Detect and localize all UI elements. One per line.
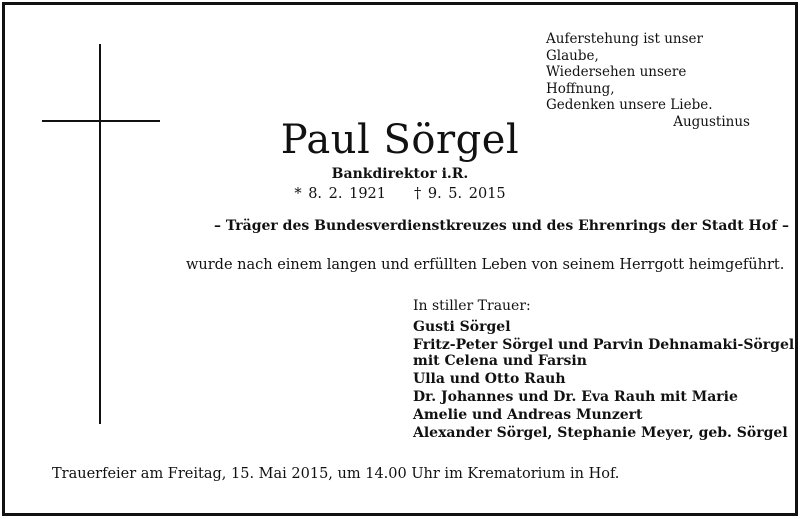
quote-line: Wiedersehen unsere Hoffnung, xyxy=(546,64,687,97)
quote-attribution: Augustinus xyxy=(673,113,750,130)
mourner-name: Dr. Johannes und Dr. Eva Rauh mit Marie xyxy=(413,389,738,405)
mourners-block xyxy=(413,298,795,441)
cross-vertical-bar xyxy=(99,44,101,424)
mourner-name: Alexander Sörgel, Stephanie Meyer, geb. Sörgel xyxy=(413,425,788,441)
life-dates xyxy=(0,186,800,202)
deceased-title: Bankdirektor i.R. xyxy=(331,166,469,182)
mourner-name: Fritz-Peter Sörgel und Parvin Dehnamaki-Sörgel xyxy=(413,337,795,353)
death-date: † 9. 5. 2015 xyxy=(414,186,506,202)
passage-text: wurde nach einem langen und erfüllten Leben von seinem Herrgott heimgeführt. xyxy=(186,257,785,273)
quote-line: Gedenken unsere Liebe. xyxy=(546,97,713,113)
funeral-info: Trauerfeier am Freitag, 15. Mai 2015, um 14.00 Uhr im Krematorium in Hof. xyxy=(52,466,620,482)
honors-text: – Träger des Bundesverdienstkreuzes und des Ehrenrings der Stadt Hof – xyxy=(214,218,790,234)
mourner-name: Amelie und Andreas Munzert xyxy=(413,407,643,423)
deceased-name: Paul Sörgel xyxy=(280,117,520,163)
mourner-name: Ulla und Otto Rauh xyxy=(413,371,566,387)
quote-line: Auferstehung ist unser Glaube, xyxy=(546,31,703,64)
mourner-name: Gusti Sörgel xyxy=(413,319,511,335)
birth-date: * 8. 2. 1921 xyxy=(294,186,386,202)
mourner-name: mit Celena und Farsin xyxy=(413,353,587,369)
mourners-intro: In stiller Trauer: xyxy=(413,298,531,314)
